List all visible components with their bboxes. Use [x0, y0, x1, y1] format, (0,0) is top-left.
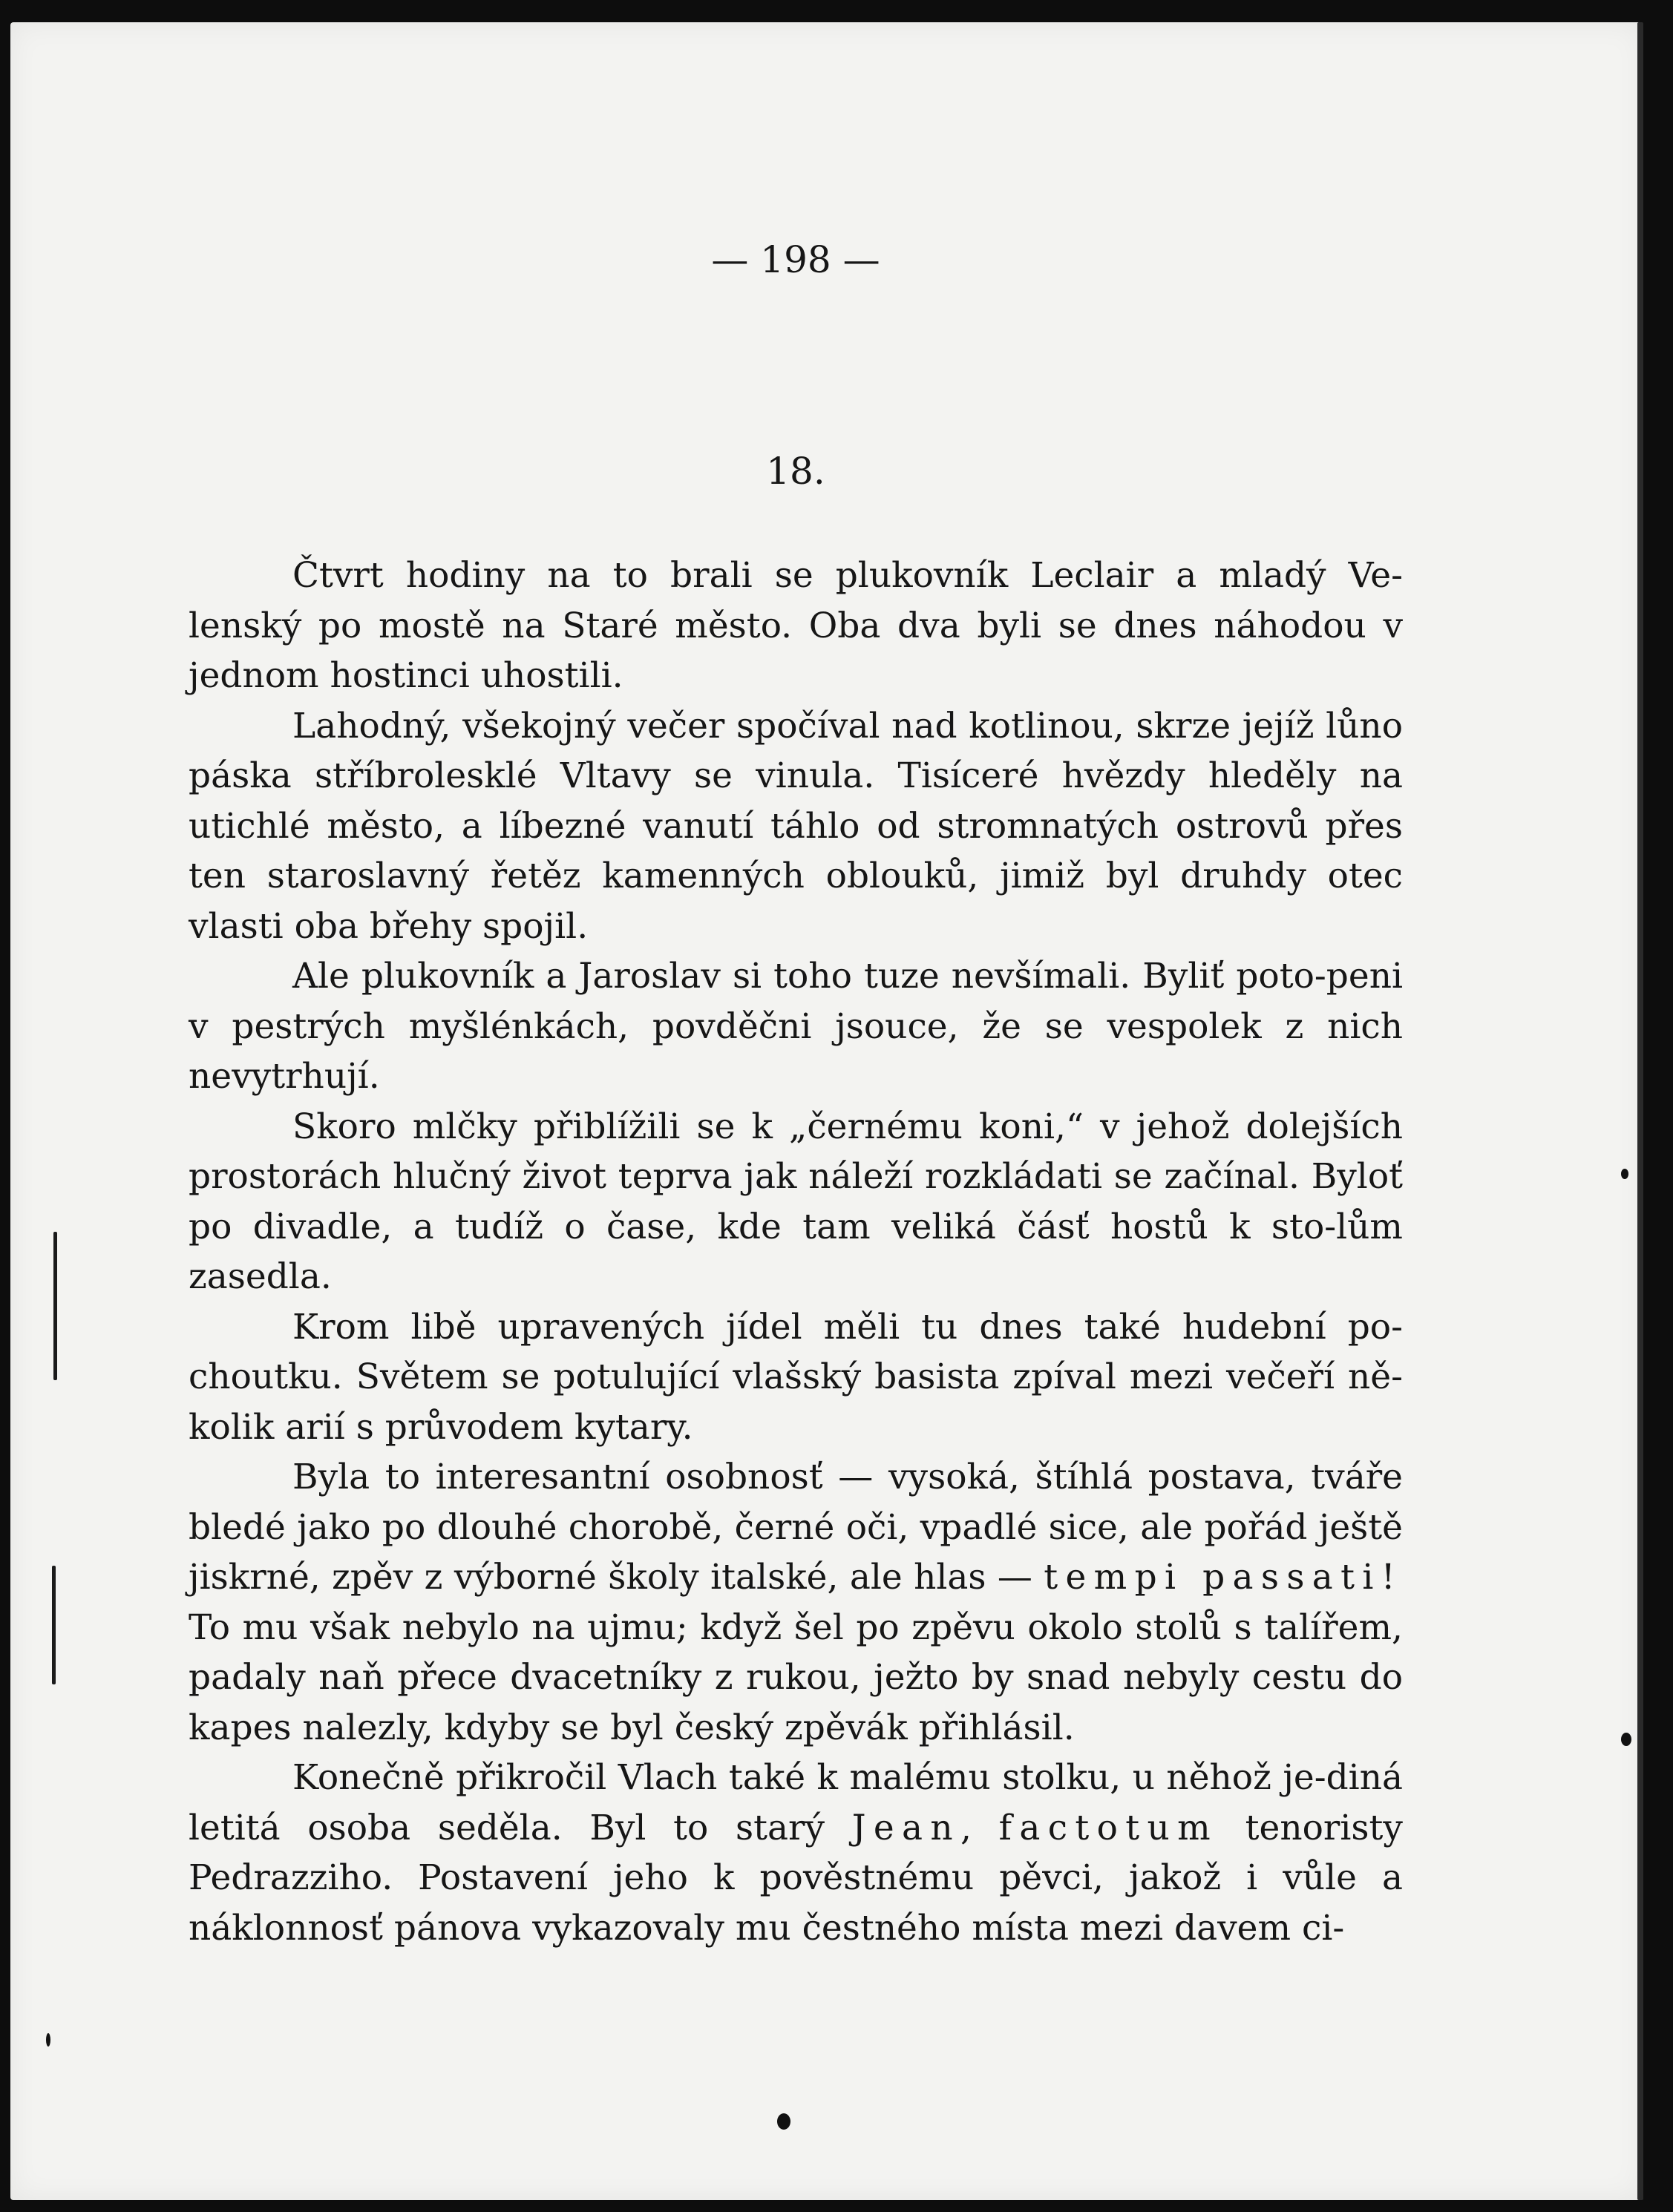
- paragraph-7: [189, 1753, 1403, 1953]
- paragraph-6-text-a: Byla to interesantní osobnosť — vysoká, štíhlá postava, tváře bledé jako po dlouhé chorobě, černé oči, vpadlé sice, ale pořád ještě jiskrné, zpěv z výborné školy italské, ale hlas —: [189, 1457, 1403, 1598]
- paragraph-7-spaced-word: factotum: [998, 1807, 1218, 1848]
- paragraph-6-text-b: To mu však nebylo na ujmu; když šel po zpěvu okolo stolů s talířem, padaly naň přece dvacetníky z rukou, ježto by snad nebyly cestu do kapes nalezly, kdyby se byl český zpěvák přihlásil.: [189, 1607, 1403, 1748]
- paragraph-7-text-a: Konečně přikročil Vlach také k malému stolku, u něhož je-diná letitá osoba seděla. Byl to starý: [189, 1757, 1403, 1848]
- ink-speck: [777, 2113, 790, 2130]
- paragraph-1: Čtvrt hodiny na to brali se plukovník Leclair a mladý Ve-lenský po mostě na Staré město. Oba dva byli se dnes náhodou v jednom hostinci uhostili.: [189, 555, 1403, 696]
- book-page: [10, 22, 1643, 2200]
- edge-mark: [52, 1566, 56, 1684]
- paragraph-2: Lahodný, všekojný večer spočíval nad kotlinou, skrze jejíž lůno páska stříbrolesklé Vltavy se vinula. Tisíceré hvězdy hleděly na utichlé město, a líbezné vanutí táhlo od stromnatých ostrovů přes ten staroslavný řetěz kamenných oblouků, jimiž byl druhdy otec vlasti oba břehy spojil.: [189, 705, 1403, 947]
- paragraph-7-spaced-name: Jean: [851, 1807, 960, 1848]
- ink-speck: [1621, 1169, 1628, 1179]
- chapter-heading: 18.: [766, 450, 825, 493]
- paragraph-7-text-b: ,: [960, 1807, 999, 1848]
- paragraph-7-text-c: tenoristy Pedrazziho. Postavení jeho k pověstnému pěvci, jakož i vůle a náklonnosť pánova vykazovaly mu čestného místa mezi davem ci-: [189, 1807, 1403, 1949]
- page-number: — 198 —: [711, 238, 880, 281]
- paragraph-6-spaced-phrase: tempi passati!: [1044, 1557, 1403, 1598]
- edge-mark: [1637, 22, 1643, 2200]
- paragraph-5: Krom libě upravených jídel měli tu dnes také hudební po-choutku. Světem se potulující vlašský basista zpíval mezi večeří ně-kolik arií s průvodem kytary.: [189, 1306, 1403, 1448]
- ink-speck: [1621, 1733, 1631, 1746]
- paragraph-4: Skoro mlčky přiblížili se k „černému koni,“ v jehož dolejších prostorách hlučný život teprva jak náleží rozkládati se začínal. Bylоť po divadle, a tudíž o čase, kde tam veliká čásť hostů k sto-lům zasedla.: [189, 1106, 1403, 1297]
- edge-mark: [53, 1232, 57, 1380]
- paragraph-6: [189, 1452, 1403, 1753]
- paragraph-3: Ale plukovník a Jaroslav si toho tuze nevšímali. Byliť poto-peni v pestrých myšlénkách, povděčni jsouce, že se vespolek z nich nevytrhují.: [189, 956, 1403, 1097]
- body-text: [189, 551, 1403, 1953]
- ink-speck: [46, 2033, 50, 2047]
